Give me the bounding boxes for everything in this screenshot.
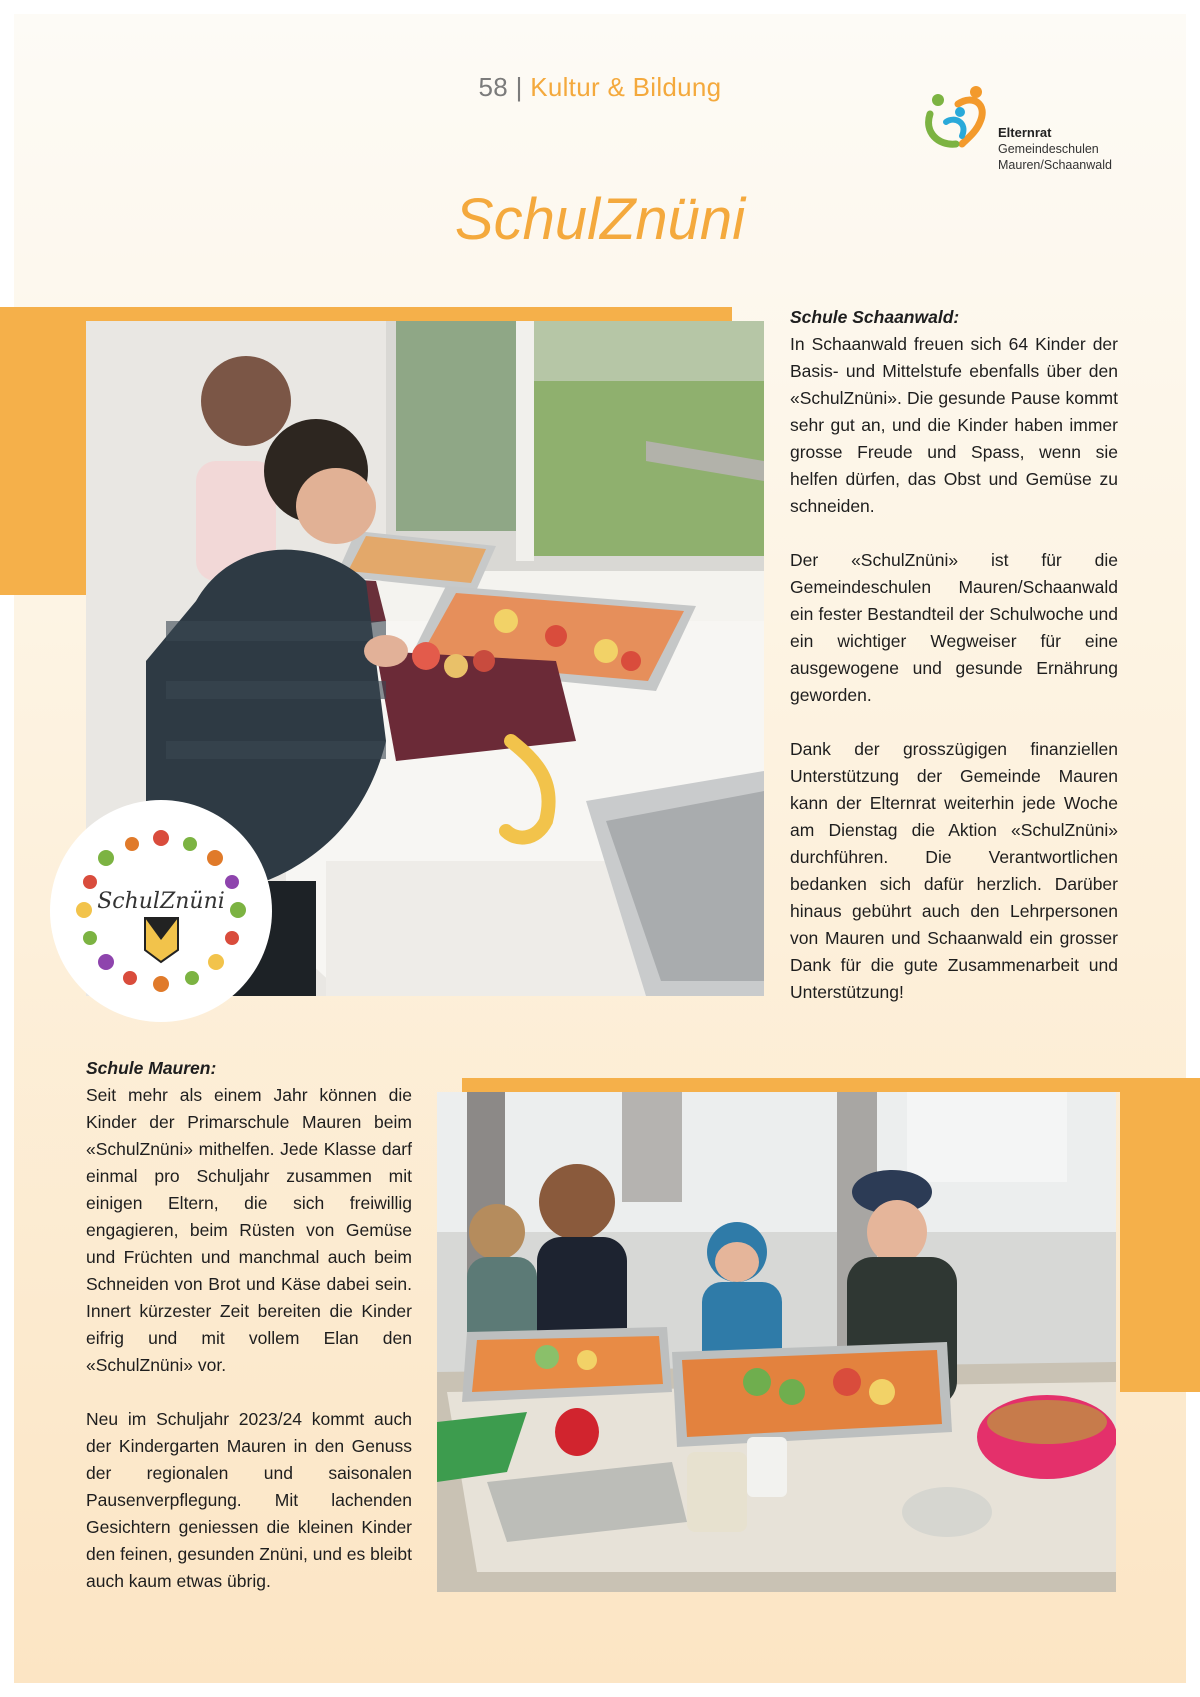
schaanwald-paragraph-2: Der «SchulZnüni» ist für die Gemeindeschulen Mauren/Schaanwald ein fester Bestandteil der Schulwoche und ein wichtiger Wegweiser für eine ausgewogene und gesunde Ernährung geworden. <box>790 550 1118 705</box>
schaanwald-paragraph-1: In Schaanwald freuen sich 64 Kinder der Basis- und Mittelstufe ebenfalls über den «SchulZnüni». Die gesunde Pause kommt sehr gut an, und die Kinder haben immer grosse Freude und Spass, wenn sie helfen dürfen, das Obst und Gemüse zu schneiden. <box>790 334 1118 516</box>
accent-band-top-2 <box>462 1078 1120 1092</box>
accent-band-left <box>0 307 86 595</box>
badge-text: SchulZnüni <box>97 889 225 914</box>
mauren-heading: Schule Mauren: <box>86 1058 217 1078</box>
accent-band-top <box>86 307 732 321</box>
mauren-paragraph-1: Seit mehr als einem Jahr können die Kinder der Primarschule Mauren beim «SchulZnüni» mithelfen. Jede Klasse darf einmal pro Schuljahr zusammen mit einigen Eltern, die sich freiwillig engagieren, beim Rüsten von Gemüse und Früchten und manchmal auch beim Schneiden von Brot und Käse dabei sein. Innert kürzester Zeit bereiten die Kinder eifrig und mit vollem Elan den «SchulZnüni» vor. <box>86 1085 412 1375</box>
section-name: Kultur & Bildung <box>530 72 722 102</box>
schaanwald-heading: Schule Schaanwald: <box>790 307 960 327</box>
mauren-paragraph-2: Neu im Schuljahr 2023/24 kommt auch der Kindergarten Mauren in den Genuss der regionalen und saisonalen Pausenverpflegung. Mit lachenden Gesichtern geniessen die kleinen Kinder den feinen, gesunden Znüni, und es bleibt auch kaum etwas übrig. <box>86 1409 412 1591</box>
logo-subtitle <box>998 141 1112 173</box>
photo-mauren <box>437 1092 1116 1592</box>
schaanwald-section <box>790 304 1118 1033</box>
schaanwald-paragraph-3: Dank der grosszügigen finanziellen Unterstützung der Gemeinde Mauren kann der Elternrat weiterhin jede Woche am Dienstag die Aktion «SchulZnüni» durchführen. Die Verantwortlichen bedanken sich dafür herzlich. Darüber hinaus gebührt auch den Lehrpersonen von Mauren und Schaanwald ein grosser Dank für die gute Zusammenarbeit und Unterstützung! <box>790 739 1118 1002</box>
schulznueni-badge <box>50 800 272 1022</box>
fruit-wreath-icon <box>50 800 272 1022</box>
logo-line2: Mauren/Schaanwald <box>998 158 1112 172</box>
mauren-section <box>86 1055 412 1622</box>
page-title: SchulZnüni <box>454 187 746 252</box>
accent-band-right <box>1120 1078 1200 1392</box>
page-number: 58 <box>478 72 509 102</box>
logo-line1: Gemeindeschulen <box>998 142 1099 156</box>
elternrat-logo <box>918 82 1118 182</box>
logo-title: Elternrat <box>998 125 1052 140</box>
header-separator: | <box>515 72 523 102</box>
elternrat-logo-icon <box>918 82 990 154</box>
